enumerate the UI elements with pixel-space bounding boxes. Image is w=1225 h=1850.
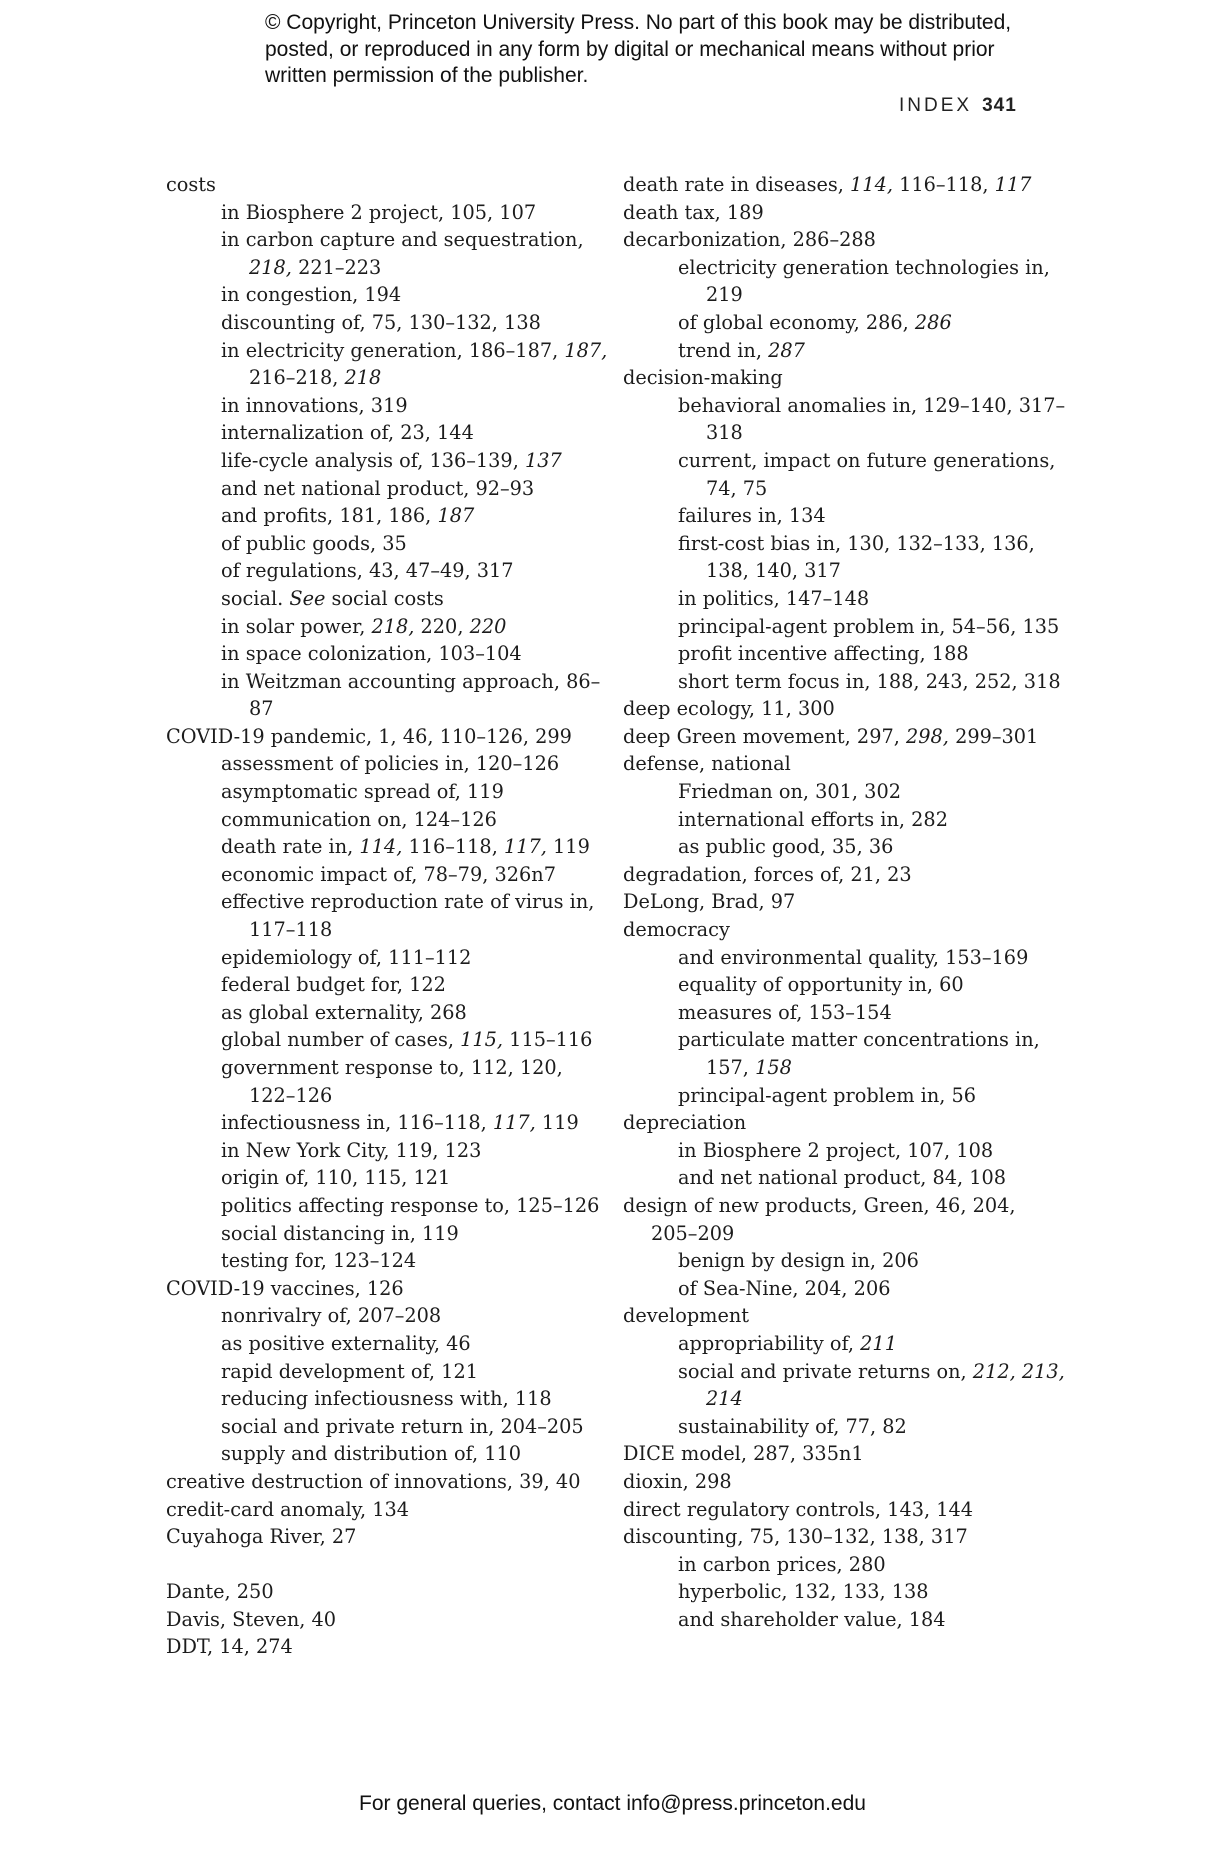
- index-subentry: politics affecting response to, 125–126: [221, 1193, 600, 1217]
- index-subentry: reducing infectiousness with, 118: [221, 1387, 552, 1411]
- index-subentry: particulate matter concentrations in, 157, 158: [678, 1028, 1040, 1079]
- index-entry: death tax, 189: [623, 200, 764, 224]
- index-subentry: and profits, 181, 186, 187: [221, 504, 475, 528]
- index-subentry: life-cycle analysis of, 136–139, 137: [221, 448, 562, 472]
- index-subentry: current, impact on future generations, 74, 75: [678, 448, 1056, 500]
- index-subentry: appropriability of, 211: [678, 1331, 897, 1355]
- index-column-left: [166, 171, 611, 1661]
- index-subentry: as public good, 35, 36: [678, 835, 894, 859]
- index-subentry: failures in, 134: [678, 504, 826, 528]
- index-entry: Dante, 250: [166, 1580, 274, 1604]
- index-subentry: of global economy, 286, 286: [678, 310, 952, 334]
- index-subentry: short term focus in, 188, 243, 252, 318: [678, 669, 1061, 693]
- running-head-label: INDEX: [899, 95, 973, 116]
- index-entry: death rate in diseases, 114, 116–118, 117: [623, 173, 1032, 196]
- index-subentry: sustainability of, 77, 82: [678, 1414, 907, 1438]
- index-entry: deep ecology, 11, 300: [623, 697, 835, 721]
- index-subentry: and net national product, 84, 108: [678, 1166, 1007, 1190]
- index-subentry: of Sea-Nine, 204, 206: [678, 1276, 891, 1300]
- index-subentry: internalization of, 23, 144: [221, 421, 474, 445]
- index-subentry: in congestion, 194: [221, 283, 402, 307]
- index-subentry: profit incentive affecting, 188: [678, 642, 969, 666]
- index-subentry: in solar power, 218, 220, 220: [221, 614, 507, 638]
- index-subentry: in electricity generation, 186–187, 187, 216–218, 218: [221, 338, 608, 390]
- index-subentry: social. See social costs: [221, 586, 444, 610]
- index-subentry: measures of, 153–154: [678, 1000, 892, 1024]
- index-subentry: principal-agent problem in, 56: [678, 1083, 977, 1107]
- index-entry: decision-making: [623, 366, 783, 390]
- index-subentry: social distancing in, 119: [221, 1221, 459, 1245]
- index-subentry: Friedman on, 301, 302: [678, 780, 901, 804]
- index-subentry: in New York City, 119, 123: [221, 1138, 482, 1162]
- index-entry: COVID-19 vaccines, 126: [166, 1276, 404, 1300]
- copyright-notice: © Copyright, Princeton University Press. No part of this book may be distributed, posted, or reproduced in any form by digital or mechanical means without prior written permission of the publisher.: [265, 11, 1012, 87]
- index-subentry: in innovations, 319: [221, 393, 408, 417]
- index-subentry: testing for, 123–124: [221, 1249, 417, 1273]
- index-subentry: effective reproduction rate of virus in, 117–118: [221, 890, 595, 942]
- footer-contact: For general queries, contact info@press.princeton.edu: [359, 1792, 866, 1815]
- index-subentry: in space colonization, 103–104: [221, 642, 522, 666]
- index-subentry: principal-agent problem in, 54–56, 135: [678, 614, 1060, 638]
- index-entry: DICE model, 287, 335n1: [623, 1442, 864, 1466]
- index-entry: direct regulatory controls, 143, 144: [623, 1497, 974, 1521]
- index-subentry: of regulations, 43, 47–49, 317: [221, 559, 514, 583]
- index-subentry: as positive externality, 46: [221, 1331, 471, 1355]
- index-entry: DDT, 14, 274: [166, 1635, 293, 1659]
- index-subentry: epidemiology of, 111–112: [221, 945, 472, 969]
- index-subentry: social and private return in, 204–205: [221, 1414, 584, 1438]
- index-subentry: nonrivalry of, 207–208: [221, 1304, 442, 1328]
- index-subentry: in Biosphere 2 project, 105, 107: [221, 200, 537, 224]
- index-subentry: communication on, 124–126: [221, 807, 497, 831]
- index-subentry: global number of cases, 115, 115–116: [221, 1028, 593, 1052]
- index-entry: depreciation: [623, 1111, 747, 1135]
- index-subentry: government response to, 112, 120, 122–126: [221, 1056, 563, 1107]
- index-subentry: rapid development of, 121: [221, 1359, 478, 1383]
- index-subentry: hyperbolic, 132, 133, 138: [678, 1580, 929, 1604]
- index-column-right: [623, 171, 1068, 1633]
- index-subentry: supply and distribution of, 110: [221, 1442, 522, 1466]
- index-entry: discounting, 75, 130–132, 138, 317: [623, 1525, 968, 1549]
- index-subentry: death rate in, 114, 116–118, 117, 119: [221, 835, 590, 859]
- index-subentry: in carbon capture and sequestration, 218, 221–223: [221, 228, 584, 279]
- index-subentry: assessment of policies in, 120–126: [221, 752, 560, 776]
- index-subentry: benign by design in, 206: [678, 1249, 919, 1273]
- index-subentry: in Biosphere 2 project, 107, 108: [678, 1138, 994, 1162]
- index-subentry: equality of opportunity in, 60: [678, 973, 964, 997]
- index-entry: creative destruction of innovations, 39, 40: [166, 1469, 581, 1493]
- index-subentry: origin of, 110, 115, 121: [221, 1166, 451, 1190]
- index-entry: democracy: [623, 918, 730, 942]
- index-entry: degradation, forces of, 21, 23: [623, 862, 912, 886]
- index-entry: COVID-19 pandemic, 1, 46, 110–126, 299: [166, 724, 572, 748]
- index-subentry: trend in, 287: [678, 338, 805, 362]
- index-subentry: asymptomatic spread of, 119: [221, 780, 504, 804]
- index-entry: Cuyahoga River, 27: [166, 1525, 357, 1549]
- index-subentry: infectiousness in, 116–118, 117, 119: [221, 1111, 579, 1135]
- index-entry: Davis, Steven, 40: [166, 1607, 337, 1631]
- index-subentry: in politics, 147–148: [678, 586, 870, 610]
- running-head: [899, 95, 1017, 117]
- index-subentry: discounting of, 75, 130–132, 138: [221, 310, 541, 334]
- index-subentry: first-cost bias in, 130, 132–133, 136, 138, 140, 317: [678, 531, 1035, 583]
- index-subentry: social and private returns on, 212, 213, 214: [678, 1359, 1065, 1411]
- index-entry: design of new products, Green, 46, 204, 205–209: [623, 1193, 1016, 1245]
- index-subentry: electricity generation technologies in, 219: [678, 255, 1050, 307]
- index-subentry: federal budget for, 122: [221, 973, 446, 997]
- index-subentry: and net national product, 92–93: [221, 476, 535, 500]
- index-subentry: in Weitzman accounting approach, 86–87: [221, 669, 601, 721]
- index-entry: decarbonization, 286–288: [623, 228, 876, 252]
- index-subentry: in carbon prices, 280: [678, 1552, 886, 1576]
- index-subentry: and environmental quality, 153–169: [678, 945, 1029, 969]
- index-subentry: of public goods, 35: [221, 531, 407, 555]
- index-subentry: as global externality, 268: [221, 1000, 467, 1024]
- index-entry: credit-card anomaly, 134: [166, 1497, 410, 1521]
- index-entry: development: [623, 1304, 750, 1328]
- index-subentry: economic impact of, 78–79, 326n7: [221, 862, 556, 886]
- index-subentry: international efforts in, 282: [678, 807, 948, 831]
- index-subentry: behavioral anomalies in, 129–140, 317–318: [678, 393, 1066, 445]
- index-subentry: and shareholder value, 184: [678, 1607, 946, 1631]
- index-entry: DeLong, Brad, 97: [623, 890, 796, 914]
- index-entry: deep Green movement, 297, 298, 299–301: [623, 724, 1039, 748]
- page-number: 341: [982, 95, 1017, 116]
- index-entry: costs: [166, 173, 216, 196]
- index-entry: dioxin, 298: [623, 1469, 732, 1493]
- index-entry: defense, national: [623, 752, 791, 776]
